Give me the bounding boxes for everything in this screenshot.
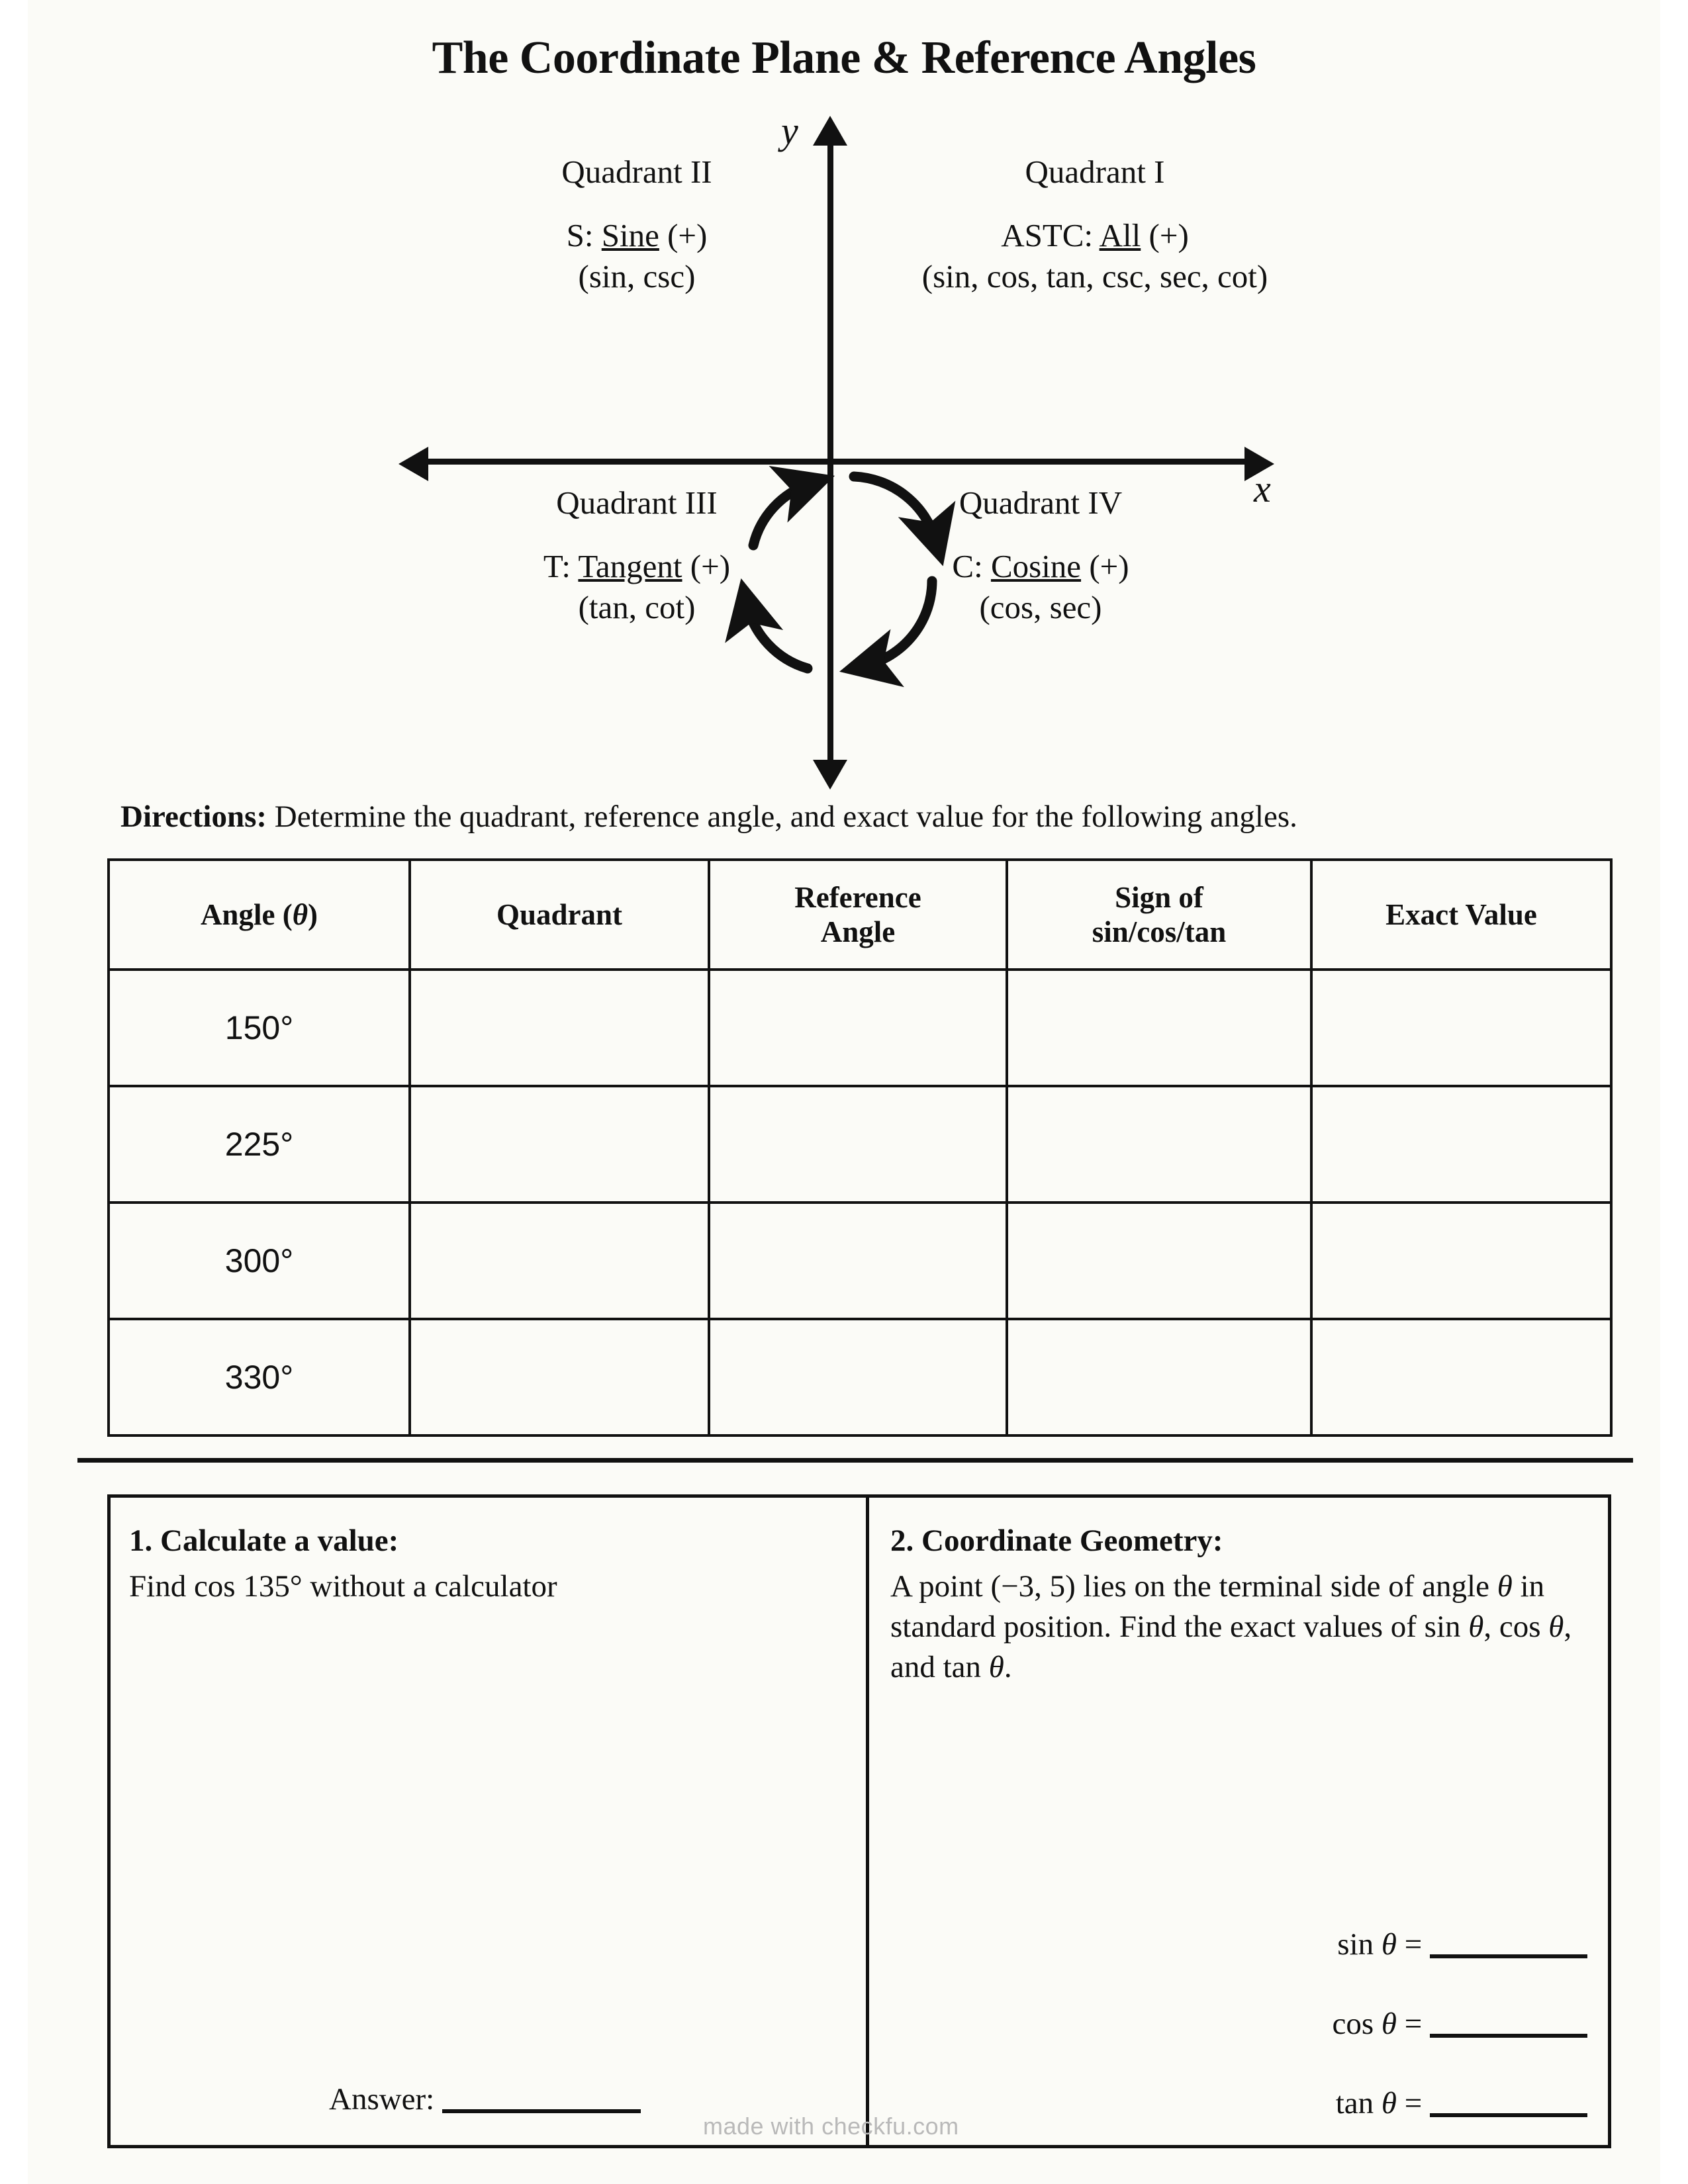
- table-row: [109, 1086, 1611, 1203]
- x-axis-label: x: [1254, 467, 1271, 510]
- header-reference-angle: Reference Angle: [709, 860, 1007, 970]
- quadrant-1-rule-word: All: [1099, 216, 1141, 253]
- problem-2-body-line-3c: , and tan: [890, 1610, 1572, 1685]
- cell-angle: 330°: [109, 1319, 410, 1435]
- angles-table: [107, 858, 1613, 1437]
- answer-cos-blank[interactable]: [1430, 2034, 1587, 2038]
- table-row: [109, 1203, 1611, 1319]
- header-quadrant: Quadrant: [410, 860, 709, 970]
- problem-2-body-line-3a: values of sin: [1303, 1610, 1469, 1645]
- header-sign: Sign of sin/cos/tan: [1007, 860, 1311, 970]
- answer-tan-fn: tan: [1335, 2086, 1382, 2120]
- cell-quadrant[interactable]: [410, 1319, 709, 1435]
- cell-quadrant[interactable]: [410, 970, 709, 1086]
- header-exact-value: Exact Value: [1311, 860, 1611, 970]
- quadrant-1-rule-suffix: (+): [1141, 216, 1189, 253]
- directions-text: Determine the quadrant, reference angle, and exact value for the following angles.: [274, 799, 1297, 834]
- problem-2-body-line-3b: , cos: [1483, 1610, 1549, 1645]
- answer-sin-fn: sin: [1337, 1927, 1382, 1962]
- quadrant-2-block: [451, 152, 822, 296]
- page-title: The Coordinate Plane & Reference Angles: [432, 32, 1256, 83]
- problem-2-body-line-2b: in standard position. Find the exact: [890, 1569, 1545, 1645]
- cell-angle: 300°: [109, 1203, 410, 1319]
- problem-2-theta-3: θ: [1548, 1610, 1564, 1645]
- problem-2-body-line-2a: angle: [1422, 1569, 1497, 1604]
- y-axis-label: y: [781, 109, 798, 152]
- problem-1-body: Find cos 135° without a calculator: [129, 1569, 557, 1604]
- quadrant-1-block: [843, 152, 1346, 296]
- table-row: [109, 1319, 1611, 1435]
- directions-line: [120, 799, 1636, 835]
- problem-2: [869, 1498, 1611, 2145]
- cell-angle: 225°: [109, 1086, 410, 1203]
- problem-2-body-line-1: A point (−3, 5) lies on the terminal side of: [890, 1569, 1415, 1604]
- answer-sin-eq: =: [1396, 1927, 1423, 1962]
- quadrant-1-rule: [843, 216, 1346, 255]
- quadrant-2-rule-word: Sine: [601, 216, 659, 253]
- quadrant-1-rule-prefix: ASTC:: [1001, 216, 1100, 253]
- quadrant-1-functions: (sin, cos, tan, csc, sec, cot): [921, 257, 1268, 295]
- cell-quadrant[interactable]: [410, 1203, 709, 1319]
- worksheet-page: [28, 0, 1660, 2184]
- quadrant-3-title: Quadrant III: [556, 484, 718, 521]
- problem-1-answer-blank[interactable]: [442, 2109, 641, 2113]
- problem-2-theta-1: θ: [1497, 1569, 1513, 1604]
- answer-line-tan: [1332, 2085, 1587, 2121]
- cell-sign[interactable]: [1007, 1203, 1311, 1319]
- answer-sin-blank[interactable]: [1430, 1954, 1587, 1958]
- cell-reference-angle[interactable]: [709, 970, 1007, 1086]
- problem-1-heading: 1. Calculate a value:: [129, 1524, 399, 1558]
- quadrant-1-title: Quadrant I: [1025, 154, 1165, 190]
- answer-tan-eq: =: [1396, 2086, 1423, 2120]
- quadrant-3-functions: (tan, cot): [578, 588, 696, 625]
- problem-2-answers: [1332, 1927, 1587, 2121]
- answer-sin-theta: θ: [1381, 1927, 1397, 1962]
- cell-angle: 150°: [109, 970, 410, 1086]
- watermark: made with checkfu.com: [703, 2113, 959, 2140]
- quadrant-3-block: [451, 483, 822, 627]
- problem-1: [111, 1498, 866, 2145]
- coordinate-plane-diagram: [28, 109, 1660, 781]
- table-header-row: [109, 860, 1611, 970]
- answer-line-cos: [1332, 2006, 1587, 2042]
- section-divider: [77, 1458, 1633, 1463]
- answer-line-sin: [1332, 1927, 1587, 1962]
- answer-cos-eq: =: [1396, 2007, 1423, 2041]
- quadrant-4-title: Quadrant IV: [959, 484, 1123, 521]
- quadrant-2-rule-suffix: (+): [659, 216, 708, 253]
- problem-1-answer-label: Answer:: [329, 2082, 435, 2116]
- cell-quadrant[interactable]: [410, 1086, 709, 1203]
- quadrant-4-rule-word: Cosine: [990, 547, 1082, 584]
- problem-2-theta-4: θ: [988, 1650, 1004, 1685]
- cell-reference-angle[interactable]: [709, 1203, 1007, 1319]
- quadrant-2-rule-prefix: S:: [566, 216, 602, 253]
- cell-exact-value[interactable]: [1311, 1086, 1611, 1203]
- answer-cos-fn: cos: [1332, 2007, 1382, 2041]
- table-row: [109, 970, 1611, 1086]
- cell-reference-angle[interactable]: [709, 1319, 1007, 1435]
- problem-2-heading: 2. Coordinate Geometry:: [890, 1524, 1223, 1558]
- quadrant-4-rule-prefix: C:: [952, 547, 991, 584]
- directions-label: Directions:: [120, 799, 267, 834]
- quadrant-3-rule: [451, 547, 822, 586]
- header-angle: Angle (θ): [109, 860, 410, 970]
- problems-container: [107, 1494, 1611, 2148]
- quadrant-4-rule-suffix: (+): [1081, 547, 1129, 584]
- problem-2-theta-2: θ: [1468, 1610, 1484, 1645]
- quadrant-3-rule-suffix: (+): [682, 547, 731, 584]
- cell-reference-angle[interactable]: [709, 1086, 1007, 1203]
- problem-2-body: [890, 1567, 1587, 1688]
- quadrant-2-title: Quadrant II: [561, 154, 712, 190]
- cell-exact-value[interactable]: [1311, 1203, 1611, 1319]
- problem-1-answer-row: [329, 2081, 641, 2117]
- quadrant-4-block: [855, 483, 1226, 627]
- quadrant-3-rule-word: Tangent: [578, 547, 682, 584]
- answer-tan-blank[interactable]: [1430, 2113, 1587, 2117]
- quadrant-4-functions: (cos, sec): [979, 588, 1102, 625]
- quadrant-2-functions: (sin, csc): [578, 257, 696, 295]
- answer-cos-theta: θ: [1381, 2007, 1397, 2041]
- cell-exact-value[interactable]: [1311, 1319, 1611, 1435]
- cell-sign[interactable]: [1007, 1086, 1311, 1203]
- cell-sign[interactable]: [1007, 970, 1311, 1086]
- quadrant-2-rule: [451, 216, 822, 255]
- cell-exact-value[interactable]: [1311, 970, 1611, 1086]
- quadrant-4-rule: [855, 547, 1226, 586]
- quadrant-3-rule-prefix: T:: [543, 547, 579, 584]
- problem-2-body-line-3d: .: [1004, 1650, 1012, 1685]
- cell-sign[interactable]: [1007, 1319, 1311, 1435]
- answer-tan-theta: θ: [1381, 2086, 1397, 2120]
